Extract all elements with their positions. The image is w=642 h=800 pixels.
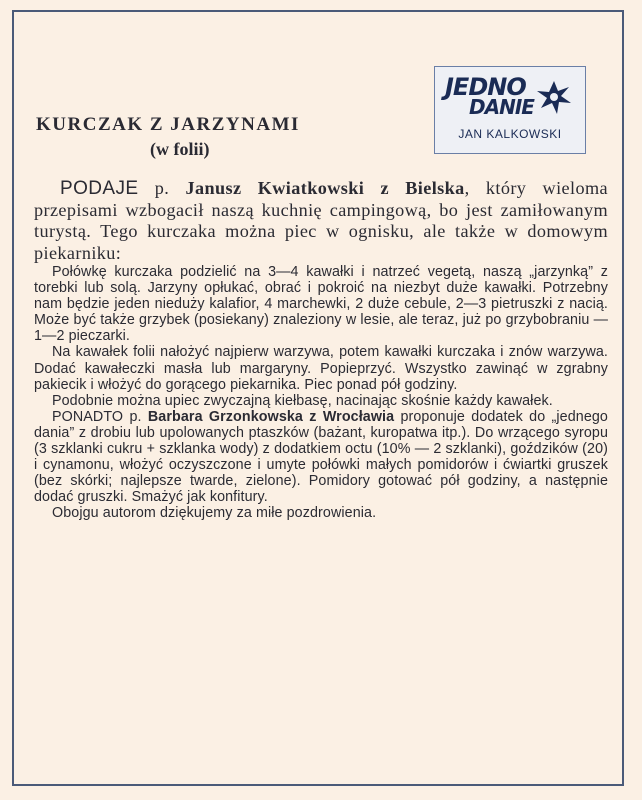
lead-pre: p. [138,178,186,198]
recipe-paragraph: Podobnie można upiec zwyczajną kiełbasę, nacinając skośnie każdy kawałek. [52,392,553,409]
second-pre: p. [123,408,148,425]
article-body [34,178,608,522]
lead-word: PODAJE [60,178,139,199]
recipe-paragraph: Połówkę kurczaka podzielić na 3—4 kawałki i natrzeć vegetą, naszą „jarzynką” z torebki lub solą. Jarzyny opłukać, obrać i pokroić na niezbyt duże kawałki. Potrzebny nam będzie jeden nieduży kalafior, 4 marchewki, 2 duże cebule, 2—3 pietruszki z nacią. Może być także grzybek (posiekany) znaleziony w lesie, ale teraz, już po grzybobraniu — 1—2 pieczarki. [34,264,608,345]
logo-line1: JEDNO [445,73,526,101]
logo-line2: DANIE [469,95,534,119]
second-word: PONADTO [52,408,124,425]
lead-author: Janusz Kwiatkowski z Bielska [185,178,465,198]
second-rest: proponuje dodatek do „jednego dania” z drobiu lub upolowanych ptaszków (bażant, kuropatwa itp.). Do wrzącego syropu (3 szklanki cukru + szklanka wody) z dodatkiem octu (10% — 2 szklanki), goździków (20) i cynamonu, włożyć oczyszczone i umyte połówki małych pomidorów i ćwiartki gruszek (bez skórki; najlepsze twarde, zielone). Pomidory gotować pół godziny, a następnie dodać gruszki. Smażyć jak konfitury. [34,408,608,506]
second-author: Barbara Grzonkowska z Wrocławia [147,408,395,425]
article-subtitle: (w folii) [150,139,210,159]
recipe-paragraph: Na kawałek folii nałożyć najpierw warzywa, potem kawałki kurczaka i znów warzywa. Dodać kawałeczki masła lub margaryny. Popieprzyć. Wszystko zawinąć w zgrabny pakiecik i włożyć do gorącego piekarnika. Piec ponad pół godziny. [34,344,608,393]
lead-paragraph [34,178,608,264]
thanks-paragraph: Obojgu autorom dziękujemy za miłe pozdrowienia. [52,505,377,522]
second-paragraph [34,409,608,506]
flourish-icon [535,77,573,117]
column-logo [434,66,586,154]
column-author: JAN KALKOWSKI [458,127,562,141]
article-title: KURCZAK Z JARZYNAMI [36,114,300,135]
lead-rest: , który wieloma przepisami wzbogacił naszą kuchnię campingową, bo jest zamiłowanym turystą. Tego kurczaka można piec w ognisku, ale także w domowym piekarniku: [34,178,608,263]
logo-lettering [441,73,579,127]
